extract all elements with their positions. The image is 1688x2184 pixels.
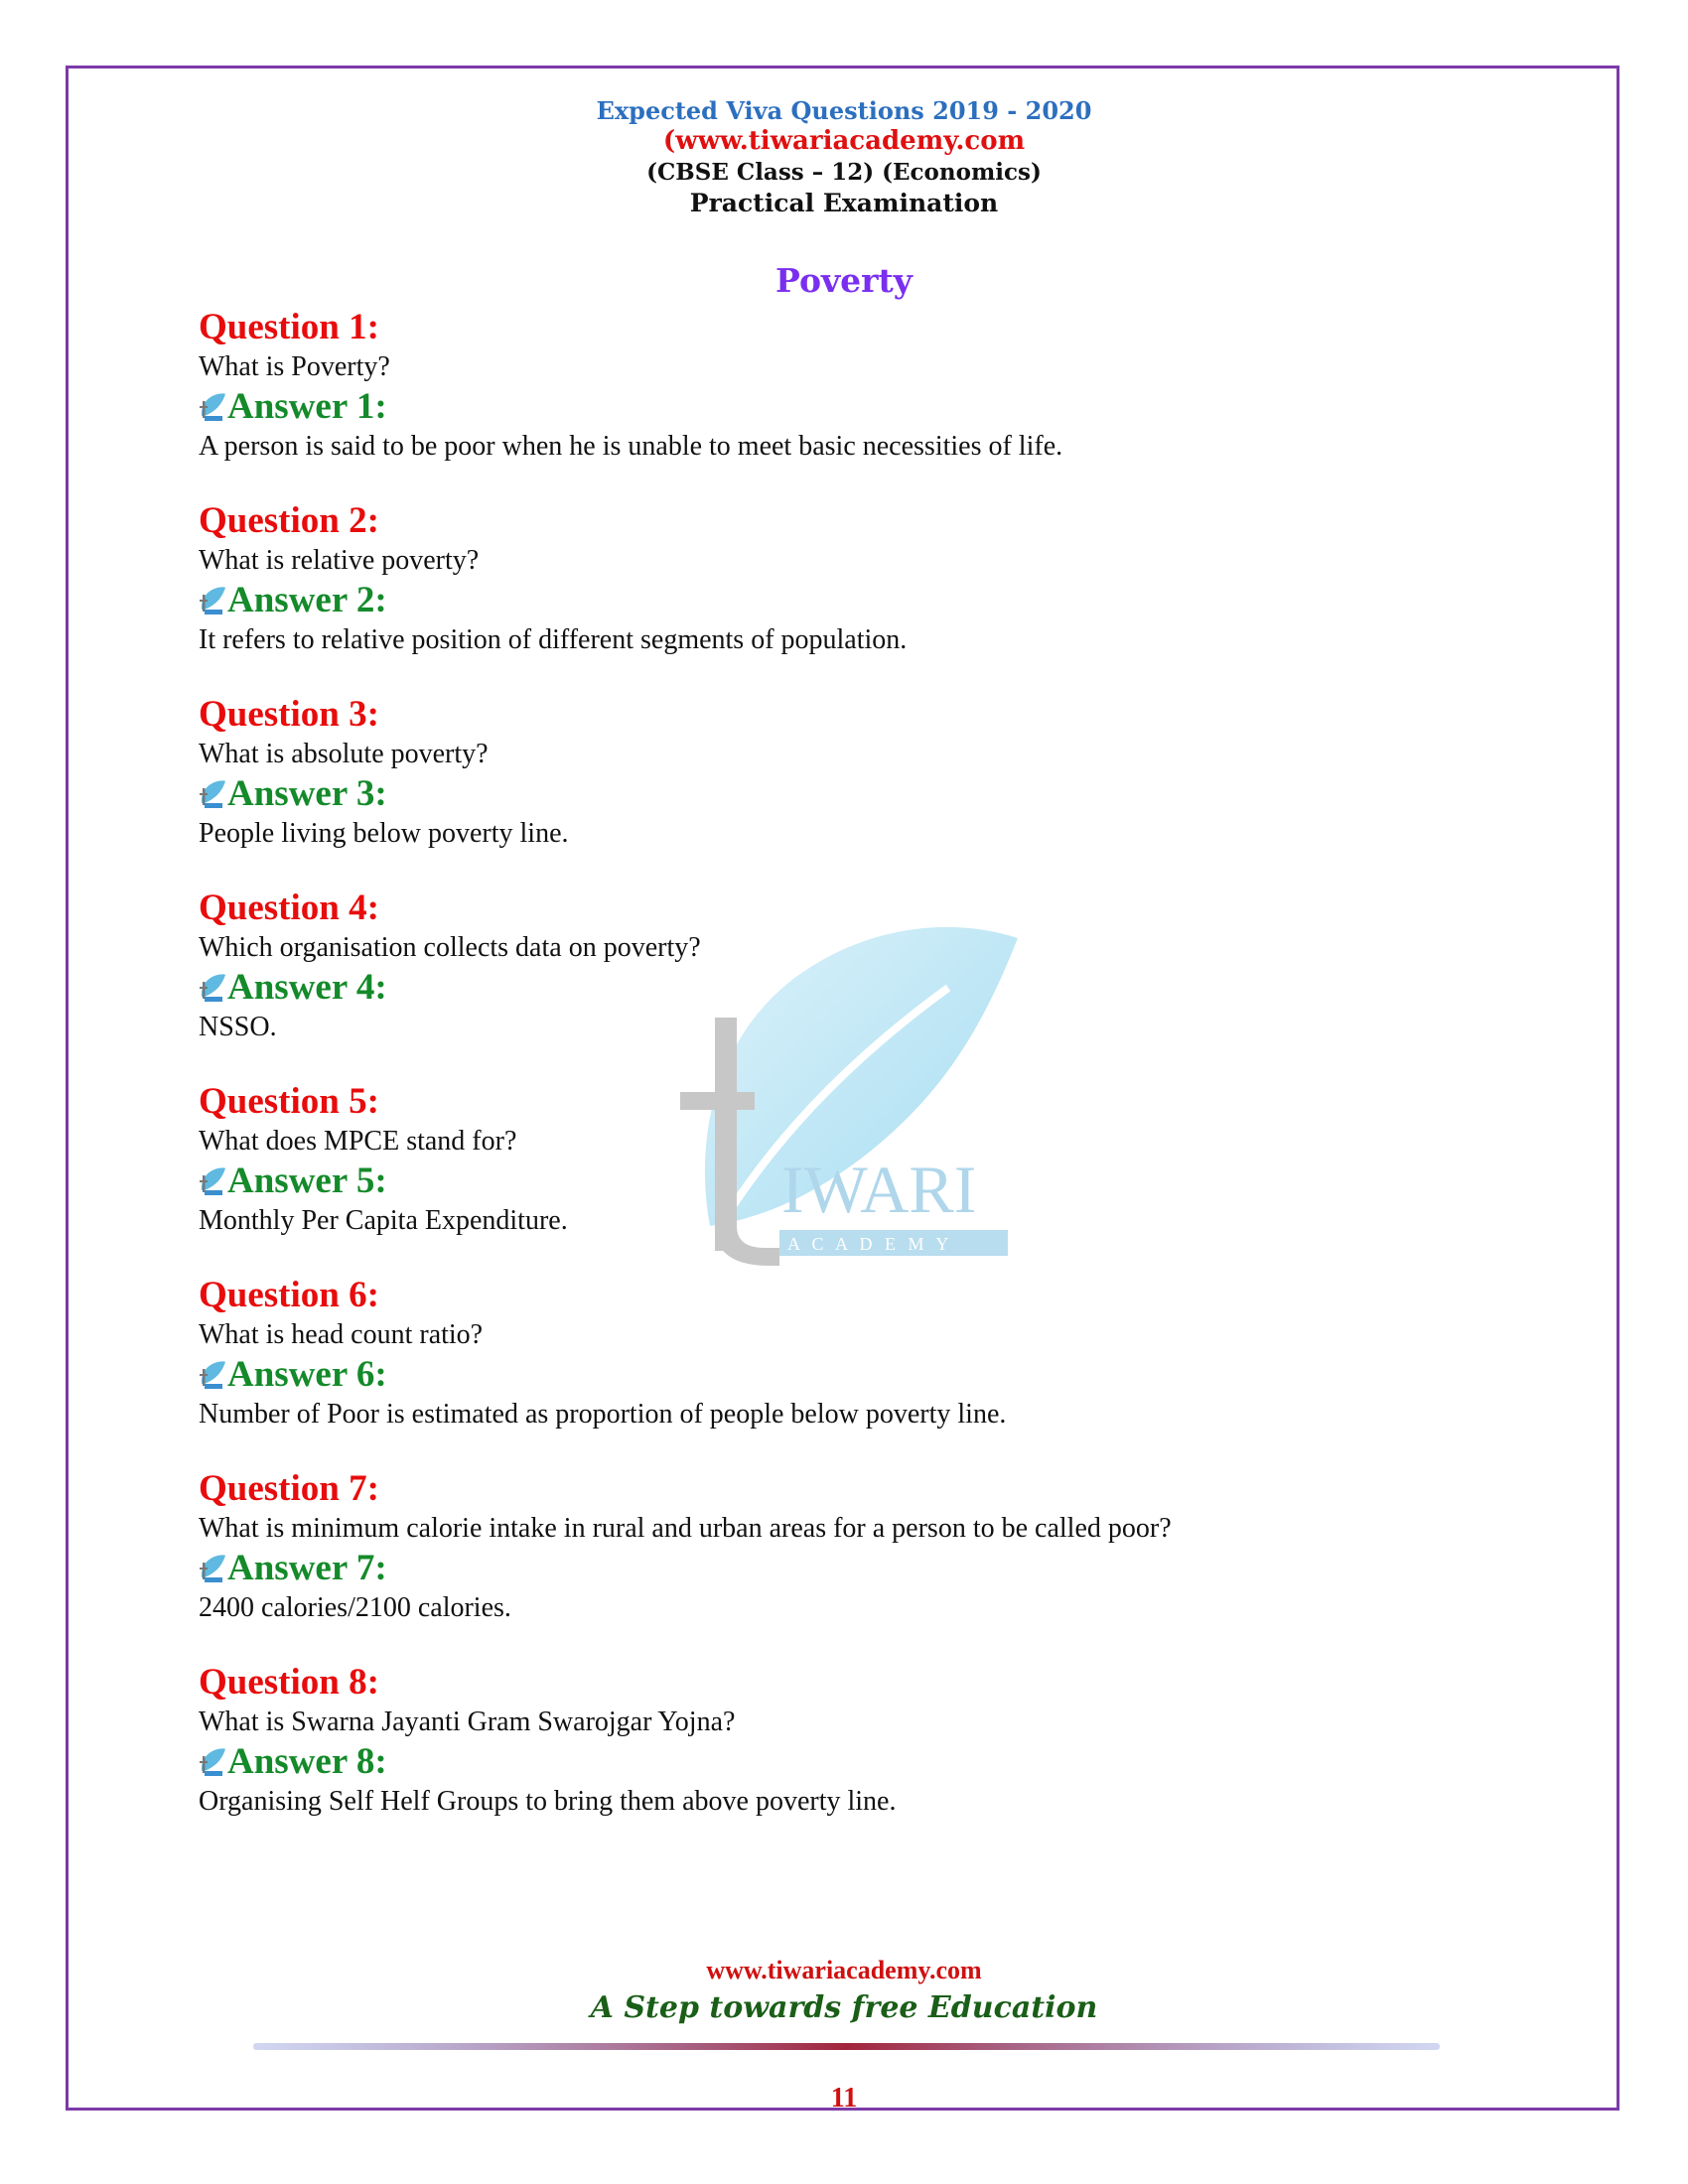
qa-item [199,887,1569,1080]
tiwari-leaf-icon [199,973,226,1003]
answer-label: Answer 3: [227,773,387,814]
question-text: What is head count ratio? [199,1319,484,1350]
page-header [0,95,1688,218]
answer-label: Answer 7: [227,1548,387,1588]
watermark-sub: A C A D E M Y [787,1234,953,1254]
qa-item [199,1080,1569,1274]
answer-text: Number of Poor is estimated as proportion of people below poverty line. [199,1399,1007,1430]
header-title: Expected Viva Questions 2019 - 2020 [596,96,1092,125]
qa-item [199,1661,1569,1854]
question-text: What does MPCE stand for? [199,1126,517,1157]
qa-item [199,1274,1569,1467]
tiwari-leaf-icon [199,1554,226,1583]
question-label: Question 2: [199,500,379,541]
footer-tagline: A Step towards free Education [590,1990,1098,2025]
answer-heading [199,1160,1569,1203]
footer-website: www.tiwariacademy.com [706,1956,982,1984]
answer-heading [199,966,1569,1010]
answer-text: 2400 calories/2100 calories. [199,1592,511,1623]
section-title: Poverty [775,261,913,300]
answer-label: Answer 1: [227,386,387,427]
page-number: 11 [830,2083,858,2114]
answer-label: Answer 5: [227,1160,387,1201]
tiwari-leaf-icon [199,1360,226,1390]
answer-text: Monthly Per Capita Expenditure. [199,1205,568,1236]
question-label: Question 4: [199,887,379,928]
question-text: What is relative poverty? [199,545,480,576]
question-text: What is absolute poverty? [199,739,489,769]
qa-item [199,306,1569,499]
question-text: What is Poverty? [199,351,390,382]
answer-heading [199,1547,1569,1590]
answer-label: Answer 8: [227,1741,387,1782]
question-text: What is Swarna Jayanti Gram Swarojgar Yojna? [199,1706,736,1737]
question-text: Which organisation collects data on poverty? [199,932,701,963]
answer-heading [199,579,1569,622]
tiwari-leaf-icon [199,779,226,809]
question-label: Question 5: [199,1081,379,1122]
qa-item [199,1467,1569,1661]
answer-label: Answer 2: [227,580,387,620]
question-label: Question 7: [199,1468,379,1509]
question-label: Question 8: [199,1662,379,1703]
answer-label: Answer 4: [227,967,387,1008]
qa-item [199,499,1569,693]
header-exam: Practical Examination [689,189,999,217]
answer-label: Answer 6: [227,1354,387,1395]
answer-heading [199,1740,1569,1784]
answer-heading [199,772,1569,816]
tiwari-leaf-icon [199,1747,226,1777]
answer-text: NSSO. [199,1012,277,1042]
question-text: What is minimum calorie intake in rural and urban areas for a person to be called poor? [199,1513,1172,1544]
question-label: Question 6: [199,1275,379,1315]
question-label: Question 1: [199,307,379,347]
qa-list [199,306,1569,1854]
tiwari-leaf-icon [199,392,226,422]
answer-text: Organising Self Helf Groups to bring them above poverty line. [199,1786,897,1817]
answer-text: People living below poverty line. [199,818,569,849]
answer-heading [199,1353,1569,1397]
header-website: (www.tiwariacademy.com [662,126,1026,156]
footer-divider [253,2043,1440,2050]
question-label: Question 3: [199,694,379,735]
answer-text: A person is said to be poor when he is unable to meet basic necessities of life. [199,431,1063,462]
tiwari-leaf-icon [199,586,226,615]
answer-text: It refers to relative position of different segments of population. [199,624,908,655]
answer-heading [199,385,1569,429]
header-class: (CBSE Class – 12) (Economics) [646,159,1042,186]
watermark-word: IWARI [781,1152,977,1227]
tiwari-leaf-icon [199,1166,226,1196]
qa-item [199,693,1569,887]
